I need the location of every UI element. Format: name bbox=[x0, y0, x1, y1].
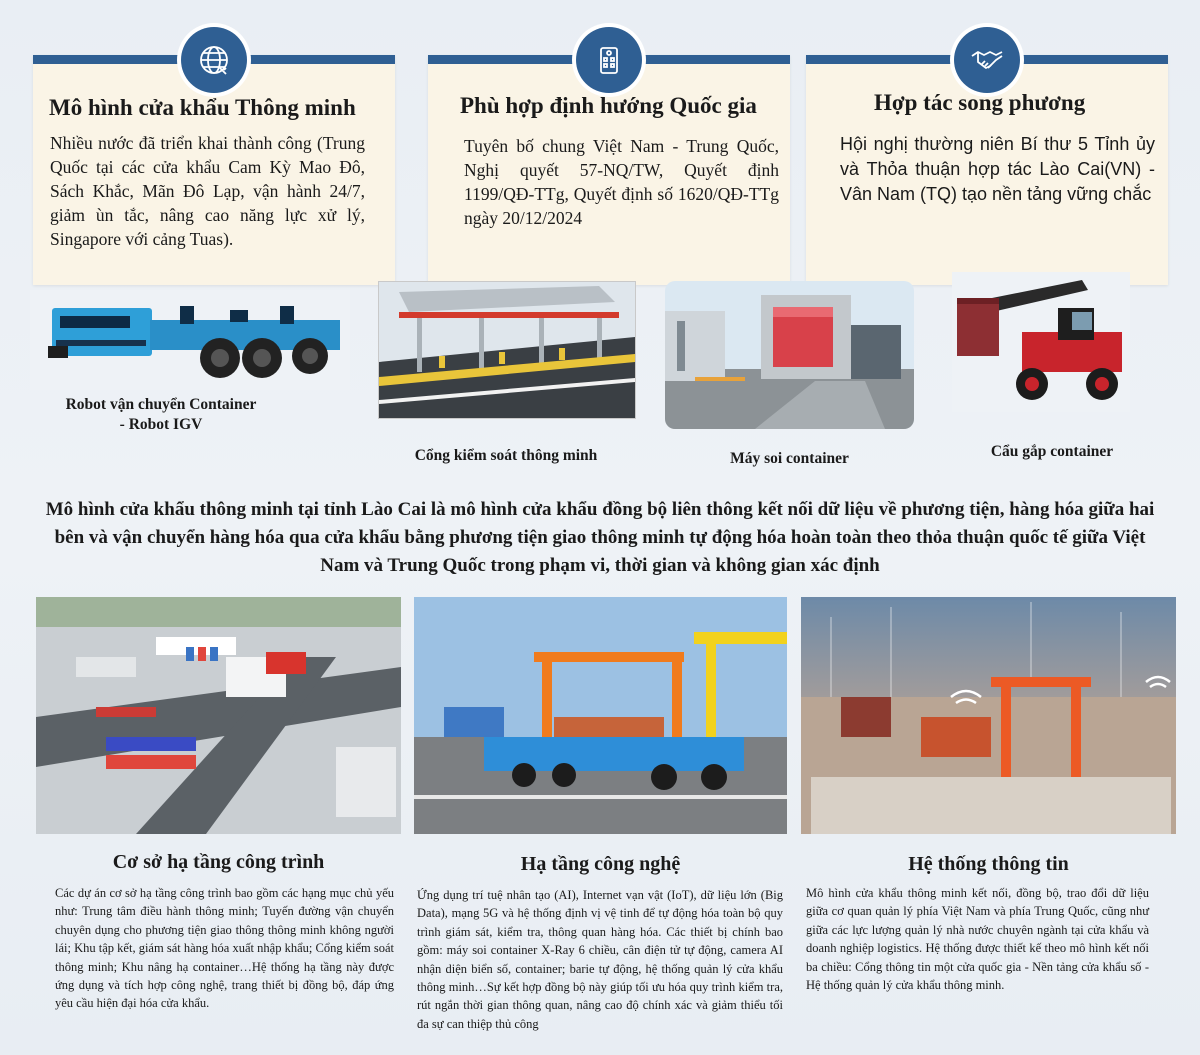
reach-stacker-image bbox=[952, 272, 1130, 412]
info-card-smart-gate bbox=[33, 55, 395, 285]
smart-gate-image bbox=[378, 281, 636, 419]
card-text: Nhiều nước đã triển khai thành công (Trung Quốc tại các cửa khẩu Cam Kỳ Mao Đô, Sách Khắc, Mãn Đô Lạp, vận hành 24/7, giảm ùn tắc, nâng cao năng lực xử lý, Singapore với cảng Tuas). bbox=[50, 133, 365, 249]
equipment-caption-scanner: Máy soi container bbox=[730, 450, 849, 467]
robot-igv-image bbox=[30, 290, 350, 390]
globe-network-icon bbox=[181, 27, 247, 93]
section-title-information: Hệ thống thông tin bbox=[908, 853, 1069, 875]
section-title-technology: Hạ tầng công nghệ bbox=[520, 853, 681, 875]
info-card-national-orientation bbox=[428, 55, 790, 285]
equipment-caption-robot bbox=[30, 396, 292, 434]
technology-igv-image bbox=[414, 597, 787, 834]
infrastructure-aerial-image bbox=[36, 597, 401, 834]
information-port-image bbox=[801, 597, 1176, 834]
section-title-infrastructure: Cơ sở hạ tầng công trình bbox=[112, 851, 325, 873]
container-scanner-image bbox=[665, 281, 914, 429]
building-icon bbox=[576, 27, 642, 93]
card-title: Mô hình cửa khẩu Thông minh bbox=[49, 95, 356, 120]
card-text: Tuyên bố chung Việt Nam - Trung Quốc, Nghị quyết 57-NQ/TW, Quyết định 1199/QĐ-TTg, Quyết định số 1620/QĐ-TTg ngày 20/12/2024 bbox=[464, 136, 779, 228]
card-text: Hội nghị thường niên Bí thư 5 Tỉnh ủy và Thỏa thuận hợp tác Lào Cai(VN) - Vân Nam (TQ) tạo nền tảng vững chắc bbox=[840, 134, 1155, 204]
info-card-bilateral-cooperation bbox=[806, 55, 1168, 285]
section-text-infrastructure: Các dự án cơ sở hạ tầng công trình bao gồm các hạng mục chủ yếu như: Trung tâm điều hành thông minh; Tuyến đường vận chuyển chuyên dụng cho phương tiện giao thông thông minh không người lái; Khu tập kết, giám sát hàng hóa xuất nhập khẩu; Cổng kiểm soát thông minh; Khu nâng hạ container…Hệ thống hạ tầng này được ứng dụng và tích hợp công nghệ, trang thiết bị đồng bộ, đáp ứng yêu cầu hiện đại hóa cửa khẩu. bbox=[55, 886, 394, 1011]
lead-statement: Mô hình cửa khẩu thông minh tại tỉnh Lào Cai là mô hình cửa khẩu đồng bộ liên thông kết nối dữ liệu về phương tiện, hàng hóa giữa hai bên và vận chuyển hàng hóa qua cửa khẩu bằng phương tiện giao thông minh tự động hóa hoàn toàn theo thỏa thuận quốc tế giữa Việt Nam và Trung Quốc trong phạm vi, thời gian và không gian xác định bbox=[45, 499, 1155, 576]
equipment-caption-gate: Cổng kiểm soát thông minh bbox=[414, 447, 598, 464]
section-text-information: Mô hình cửa khẩu thông minh kết nối, đồng bộ, trao đổi dữ liệu giữa cơ quan quản lý phía Việt Nam và phía Trung Quốc, cũng như giữa các lực lượng quản lý nhà nước chuyên ngành tại cửa khẩu và doanh nghiệp logistics. Hệ thống được thiết kế theo mô hình kết nối ba chiều: Cổng thông tin một cửa quốc gia - Nền tảng cửa khẩu số - Hệ thống quản lý cửa khẩu thông minh. bbox=[806, 886, 1149, 993]
caption-line: - Robot IGV bbox=[119, 416, 203, 433]
section-text-technology: Ứng dụng trí tuệ nhân tạo (AI), Internet vạn vật (IoT), dữ liệu lớn (Big Data), mạng 5G và hệ thống định vị vệ tinh để tự động hóa toàn bộ quy trình giám sát, kiểm tra, thông quan hàng hóa. Các thiết bị chính bao gồm: máy soi container X-Ray 6 chiều, cân điện tử tự động, camera AI nhận diện biển số, container; barie tự động, hệ thống quản lý cửa khẩu thông minh…Sự kết hợp đồng bộ này giúp tối ưu hóa quy trình kiểm tra, rút ngắn thời gian thông quan, nâng cao độ chính xác và giảm thiểu tối đa sự can thiệp thủ công bbox=[417, 888, 783, 1031]
equipment-caption-crane: Cẩu gắp container bbox=[990, 443, 1114, 460]
caption-line: Robot vận chuyển Container bbox=[65, 396, 257, 413]
handshake-icon bbox=[954, 27, 1020, 93]
card-title: Phù hợp định hướng Quốc gia bbox=[460, 93, 757, 118]
card-title: Hợp tác song phương bbox=[874, 90, 1086, 115]
